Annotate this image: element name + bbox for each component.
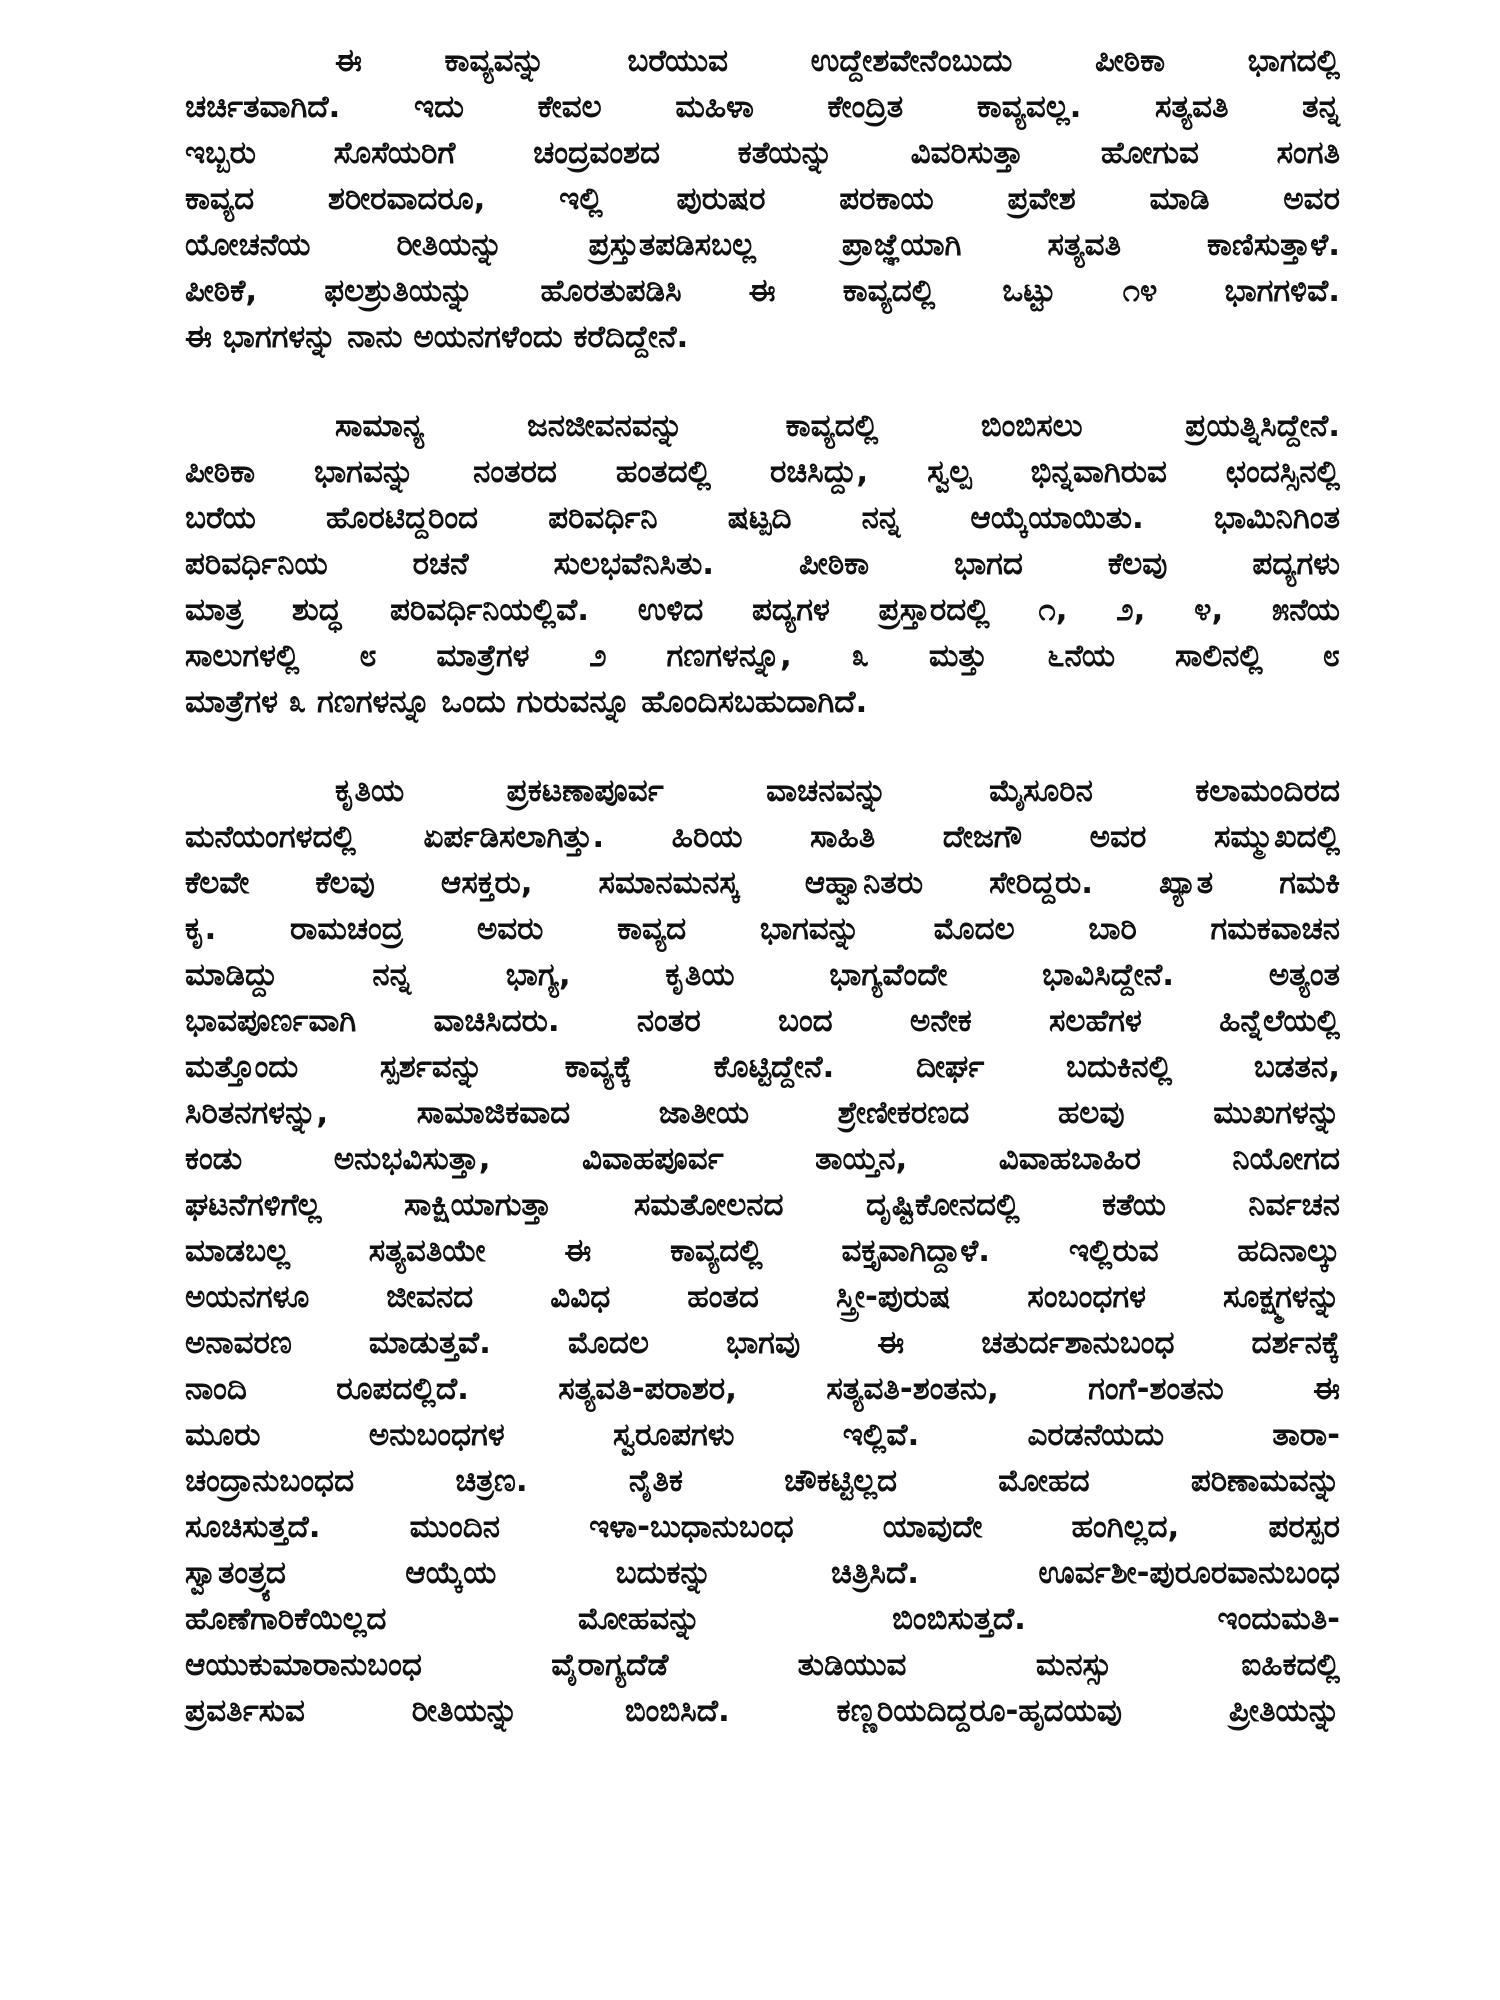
text-line: ಈ ಭಾಗಗಳನ್ನು ನಾನು ಅಯನಗಳೆಂದು ಕರೆದಿದ್ದೇನೆ. [185, 319, 689, 355]
text-line: ಪರಿವರ್ಧಿನಿಯ ರಚನೆ ಸುಲಭವೆನಿಸಿತು. ಪೀಠಿಕಾ ಭಾಗದ ಕೆಲವು ಪದ್ಯಗಳು [185, 546, 1340, 582]
text-line: ನಾಂದಿ ರೂಪದಲ್ಲಿದೆ. ಸತ್ಯವತಿ-ಪರಾಶರ, ಸತ್ಯವತಿ-ಶಂತನು, ಗಂಗೆ-ಶಂತನು ಈ [185, 1371, 1340, 1407]
text-line: ಮನೆಯಂಗಳದಲ್ಲಿ ಏರ್ಪಡಿಸಲಾಗಿತ್ತು. ಹಿರಿಯ ಸಾಹಿತಿ ದೇಜಗೌ ಅವರ ಸಮ್ಮುಖದಲ್ಲಿ [185, 819, 1341, 855]
text-line: ಪೀಠಿಕಾ ಭಾಗವನ್ನು ನಂತರದ ಹಂತದಲ್ಲಿ ರಚಿಸಿದ್ದು, ಸ್ವಲ್ಪ ಭಿನ್ನವಾಗಿರುವ ಛಂದಸ್ಸಿನಲ್ಲಿ [185, 454, 1340, 490]
text-line: ಬರೆಯ ಹೊರಟಿದ್ದರಿಂದ ಪರಿವರ್ಧಿನಿ ಷಟ್ಪದಿ ನನ್ನ ಆಯ್ಕೆಯಾಯಿತು. ಭಾಮಿನಿಗಿಂತ [185, 500, 1340, 536]
body-text [185, 38, 1340, 1777]
text-line: ಸಾಮಾನ್ಯ ಜನಜೀವನವನ್ನು ಕಾವ್ಯದಲ್ಲಿ ಬಿಂಬಿಸಲು ಪ್ರಯತ್ನಿಸಿದ್ದೇನೆ. [335, 408, 1340, 444]
paragraph-2 [185, 403, 1340, 725]
text-line: ಅನಾವರಣ ಮಾಡುತ್ತವೆ. ಮೊದಲ ಭಾಗವು ಈ ಚತುರ್ದಶಾನುಬಂಧ ದರ್ಶನಕ್ಕೆ [185, 1325, 1340, 1361]
text-line: ಕೆಲವೇ ಕೆಲವು ಆಸಕ್ತರು, ಸಮಾನಮನಸ್ಕ ಆಹ್ವಾನಿತರು ಸೇರಿದ್ದರು. ಖ್ಯಾತ ಗಮಕಿ [185, 865, 1340, 901]
text-line: ಮಾಡಬಲ್ಲ ಸತ್ಯವತಿಯೇ ಈ ಕಾವ್ಯದಲ್ಲಿ ವಕ್ತೃವಾಗಿದ್ದಾಳೆ. ಇಲ್ಲಿರುವ ಹದಿನಾಲ್ಕು [185, 1233, 1340, 1269]
text-line: ಇಬ್ಬರು ಸೊಸೆಯರಿಗೆ ಚಂದ್ರವಂಶದ ಕತೆಯನ್ನು ವಿವರಿಸುತ್ತಾ ಹೋಗುವ ಸಂಗತಿ [185, 135, 1340, 171]
text-line: ಕೃ. ರಾಮಚಂದ್ರ ಅವರು ಕಾವ್ಯದ ಭಾಗವನ್ನು ಮೊದಲ ಬಾರಿ ಗಮಕವಾಚನ [185, 911, 1340, 947]
text-line: ಸ್ವಾತಂತ್ರ್ಯದ ಆಯ್ಕೆಯ ಬದುಕನ್ನು ಚಿತ್ರಿಸಿದೆ. ಊರ್ವಶೀ-ಪುರೂರವಾನುಬಂಧ [185, 1555, 1340, 1591]
text-line: ಕಾವ್ಯದ ಶರೀರವಾದರೂ, ಇಲ್ಲಿ ಪುರುಷರ ಪರಕಾಯ ಪ್ರವೇಶ ಮಾಡಿ ಅವರ [185, 181, 1340, 217]
text-line: ಮಾತ್ರ ಶುದ್ಧ ಪರಿವರ್ಧಿನಿಯಲ್ಲಿವೆ. ಉಳಿದ ಪದ್ಯಗಳ ಪ್ರಸ್ತಾರದಲ್ಲಿ ೧, ೨, ೪, ೫ನೆಯ [185, 592, 1340, 628]
text-line: ಮಾಡಿದ್ದು ನನ್ನ ಭಾಗ್ಯ, ಕೃತಿಯ ಭಾಗ್ಯವೆಂದೇ ಭಾವಿಸಿದ್ದೇನೆ. ಅತ್ಯಂತ [185, 957, 1340, 993]
paragraph-3 [185, 768, 1340, 1734]
text-line: ಯೋಚನೆಯ ರೀತಿಯನ್ನು ಪ್ರಸ್ತುತಪಡಿಸಬಲ್ಲ ಪ್ರಾಜ್ಞೆಯಾಗಿ ಸತ್ಯವತಿ ಕಾಣಿಸುತ್ತಾಳೆ. [185, 227, 1340, 263]
text-line: ಸಾಲುಗಳಲ್ಲಿ ೮ ಮಾತ್ರೆಗಳ ೨ ಗಣಗಳನ್ನೂ, ೩ ಮತ್ತು ೬ನೆಯ ಸಾಲಿನಲ್ಲಿ ೮ [185, 638, 1340, 674]
text-line: ಘಟನೆಗಳಿಗೆಲ್ಲ ಸಾಕ್ಷಿಯಾಗುತ್ತಾ ಸಮತೋಲನದ ದೃಷ್ಟಿಕೋನದಲ್ಲಿ ಕತೆಯ ನಿರ್ವಚನ [185, 1187, 1340, 1223]
text-line: ಮೂರು ಅನುಬಂಧಗಳ ಸ್ವರೂಪಗಳು ಇಲ್ಲಿವೆ. ಎರಡನೆಯದು ತಾರಾ- [185, 1417, 1340, 1453]
text-line: ಚಂದ್ರಾನುಬಂಧದ ಚಿತ್ರಣ. ನೈತಿಕ ಚೌಕಟ್ಟಿಲ್ಲದ ಮೋಹದ ಪರಿಣಾಮವನ್ನು [185, 1463, 1340, 1499]
text-line: ಕಂಡು ಅನುಭವಿಸುತ್ತಾ, ವಿವಾಹಪೂರ್ವ ತಾಯ್ತನ, ವಿವಾಹಬಾಹಿರ ನಿಯೋಗದ [185, 1141, 1340, 1177]
text-line: ಈ ಕಾವ್ಯವನ್ನು ಬರೆಯುವ ಉದ್ದೇಶವೇನೆಂಬುದು ಪೀಠಿಕಾ ಭಾಗದಲ್ಲಿ [335, 43, 1340, 79]
text-line: ಚರ್ಚಿತವಾಗಿದೆ. ಇದು ಕೇವಲ ಮಹಿಳಾ ಕೇಂದ್ರಿತ ಕಾವ್ಯವಲ್ಲ. ಸತ್ಯವತಿ ತನ್ನ [185, 89, 1340, 125]
text-line: ಪೀಠಿಕೆ, ಫಲಶ್ರುತಿಯನ್ನು ಹೊರತುಪಡಿಸಿ ಈ ಕಾವ್ಯದಲ್ಲಿ ಒಟ್ಟು ೧೪ ಭಾಗಗಳಿವೆ. [185, 273, 1340, 309]
text-line: ಕೃತಿಯ ಪ್ರಕಟಣಾಪೂರ್ವ ವಾಚನವನ್ನು ಮೈಸೂರಿನ ಕಲಾಮಂದಿರದ [335, 773, 1340, 809]
text-line: ಪ್ರವರ್ತಿಸುವ ರೀತಿಯನ್ನು ಬಿಂಬಿಸಿದೆ. ಕಣ್ಣರಿಯದಿದ್ದರೂ-ಹೃದಯವು ಪ್ರೀತಿಯನ್ನು [185, 1693, 1340, 1729]
text-line: ಮತ್ತೊಂದು ಸ್ಪರ್ಶವನ್ನು ಕಾವ್ಯಕ್ಕೆ ಕೊಟ್ಟಿದ್ದೇನೆ. ದೀರ್ಘ ಬದುಕಿನಲ್ಲಿ ಬಡತನ, [185, 1049, 1340, 1085]
text-line: ಮಾತ್ರೆಗಳ ೩ ಗಣಗಳನ್ನೂ ಒಂದು ಗುರುವನ್ನೂ ಹೊಂದಿಸಬಹುದಾಗಿದೆ. [185, 684, 868, 720]
text-line: ಸಿರಿತನಗಳನ್ನು, ಸಾಮಾಜಿಕವಾದ ಜಾತೀಯ ಶ್ರೇಣೀಕರಣದ ಹಲವು ಮುಖಗಳನ್ನು [185, 1095, 1340, 1131]
text-line: ಸೂಚಿಸುತ್ತದೆ. ಮುಂದಿನ ಇಳಾ-ಬುಧಾನುಬಂಧ ಯಾವುದೇ ಹಂಗಿಲ್ಲದ, ಪರಸ್ಪರ [185, 1509, 1340, 1545]
text-line: ಭಾವಪೂರ್ಣವಾಗಿ ವಾಚಿಸಿದರು. ನಂತರ ಬಂದ ಅನೇಕ ಸಲಹೆಗಳ ಹಿನ್ನೆಲೆಯಲ್ಲಿ [185, 1003, 1340, 1039]
paragraph-1 [185, 38, 1340, 360]
text-line: ಆಯುಕುಮಾರಾನುಬಂಧ ವೈರಾಗ್ಯದೆಡೆ ತುಡಿಯುವ ಮನಸ್ಸು ಐಹಿಕದಲ್ಲಿ [185, 1647, 1340, 1683]
text-line: ಹೊಣೆಗಾರಿಕೆಯಿಲ್ಲದ ಮೋಹವನ್ನು ಬಿಂಬಿಸುತ್ತದೆ. ಇಂದುಮತಿ- [185, 1601, 1340, 1637]
text-line: ಅಯನಗಳೂ ಜೀವನದ ವಿವಿಧ ಹಂತದ ಸ್ತ್ರೀ-ಪುರುಷ ಸಂಬಂಧಗಳ ಸೂಕ್ಷ್ಮಗಳನ್ನು [185, 1279, 1340, 1315]
